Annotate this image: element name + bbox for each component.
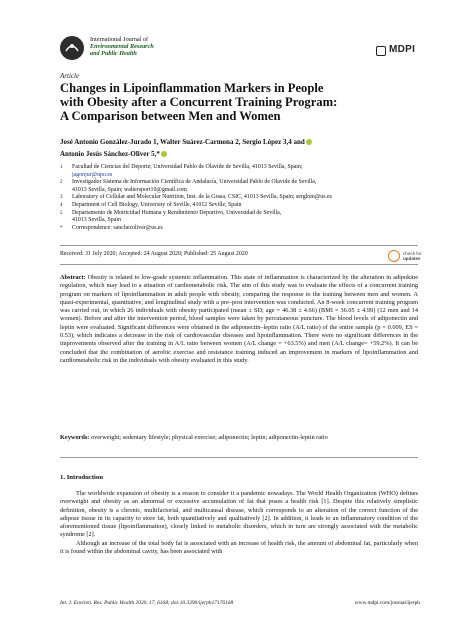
journal-name-line3: and Public Health xyxy=(90,50,137,58)
paper-title xyxy=(60,81,420,123)
affiliation-item: 5 Departamento de Motricidad Humana y Rendimiento Deportivo, Universidad de Sevilla, 41013 Sevilla, Spain xyxy=(60,209,282,224)
keywords-text: overweight; sedentary lifestyle; physical exercise; adiponectin; leptin; adiponectin-leptin ratio xyxy=(90,434,328,441)
paragraph: The worldwide expansion of obesity is a reason to consider it a pandemic nowadays. The World Health Organization (WHO) defines overweight and obesity as an abnormal or excessive accumulation of fat that poses a health risk [1]. Despite this relatively simplistic definition, obesity is a chronic, multifactorial, and multicausal disease, which corresponds to an alteration of the correct function of the adipose tissue in its capacity to store fat, both quantitatively and qualitatively [2]. In addition, it leads to an inflammatory condition of the aforementioned tissue (lipoinflammation), closely linked to metabolic disorders, which in turn are strongly associated with the metabolic syndrome [2]. xyxy=(60,490,418,539)
keywords-label: Keywords: xyxy=(60,434,90,441)
publisher-logo[interactable] xyxy=(376,45,414,57)
journal-name-line2: Environmental Research xyxy=(90,43,154,51)
orcid-icon[interactable] xyxy=(161,151,167,157)
journal-name-line1: International Journal of xyxy=(90,36,149,43)
affiliations xyxy=(60,164,430,232)
affiliation-item: 3 Laboratory of Cellular and Molecular Nutrition, Inst. de la Grasa, CSIC, 41013 Sevilla, Spain; serglom@us.es xyxy=(60,194,332,201)
divider xyxy=(60,245,418,246)
affiliation-item: 4 Department of Cell Biology, University of Seville, 41012 Seville, Spain xyxy=(60,201,242,208)
title-line: with Obesity after a Concurrent Training Program: xyxy=(60,95,338,109)
email-link[interactable]: jagonjur@upo.es xyxy=(72,171,113,178)
updates-icon xyxy=(388,250,400,262)
article-type: Article xyxy=(60,72,80,80)
publisher-name: MDPI xyxy=(389,44,416,55)
author-list xyxy=(60,137,420,160)
affiliation-item: 1 Facultad de Ciencias del Deporte; Universidad Pablo de Olavide de Sevilla, 41013 Sevilla, Spain; jagonjur@upo.es xyxy=(60,164,430,179)
affiliation-item: 2 Investigador Sistema de Información Científica de Andalucía, Universidad Pablo de Olavide de Sevilla, 41013 Sevilla, Spain; waltersport10@gmail.com xyxy=(60,179,317,193)
authors-line2: Antonio Jesús Sánchez-Oliver 5,* xyxy=(60,149,160,158)
authors-line1: José Antonio González-Jurado 1, Walter Suárez-Carmona 2, Sergio López 3,4 and xyxy=(60,138,305,146)
mdpi-logo-icon xyxy=(376,46,386,56)
journal-header xyxy=(60,34,280,74)
section-body xyxy=(60,490,418,556)
abstract-text: Obesity is related to low-grade systemic inflammation. This state of inflammation is characterized by the alteration in adipokine regulation, which may lead to a situation of cardiometabolic risk. The aim of this study was to evaluate the effects of a concurrent training program on markers of lipoinflammation in adult people with obesity, comparing the response to the training between men and women. A quasi-experimental, quantitative, and longitudinal study with a pre–post intervention was conducted. An 8-week concurrent training program was carried out, in which 26 individuals with obesity participated (mean ± SD; age = 46.38 ± 4.66) (BMI = 36.05 ± 4.99) (12 men and 14 women). Before and after the intervention period, blood samples were taken by percutaneous puncture. The blood levels of adiponectin and leptin were evaluated. Significant differences were obtained in the adiponectin–leptin ratio (A/L ratio) of the entire sample (p = 0.009, ES = 0.53), which indicates a decrease in the risk of cardiovascular diseases and lipoinflammation. There were no significant differences in the improvements observed after the training in A/L ratio between women (A/L change = +63.5%) and men (A/L change= +59.2%). It can be concluded that the combination of aerobic exercise and resistance training induced an improvement in markers of lipoinflammation and cardiometabolic risk in the individuals with obesity evaluated in this study. xyxy=(60,274,418,364)
correspondence: * Correspondence: sanchezoliver@us.es xyxy=(60,224,163,231)
section-heading: 1. Introduction xyxy=(60,474,103,481)
title-line: A Comparison between Men and Women xyxy=(60,109,281,123)
paragraph: Although an increase of the total body fat is associated with an increase of health risk, the amount of abdominal fat, particularly when it is found within the abdominal cavity, has been associated with xyxy=(60,539,418,556)
abstract xyxy=(60,274,418,365)
check-for-updates-button[interactable]: check for updates xyxy=(388,248,428,268)
publication-dates: Received: 31 July 2020; Accepted: 24 August 2020; Published: 25 August 2020 xyxy=(60,251,248,257)
journal-url-link[interactable]: www.mdpi.com/journal/ijerph xyxy=(354,600,420,606)
divider xyxy=(60,457,418,458)
divider xyxy=(60,264,418,265)
orcid-icon[interactable] xyxy=(306,139,312,145)
journal-logo-icon xyxy=(60,36,84,60)
title-line: Changes in Lipoinflammation Markers in People xyxy=(60,81,324,95)
abstract-label: Abstract: xyxy=(60,274,86,281)
keywords xyxy=(60,434,418,442)
citation-footer: Int. J. Environ. Res. Public Health 2020, 17, 6168; doi:10.3390/ijerph17176168 xyxy=(60,600,234,606)
